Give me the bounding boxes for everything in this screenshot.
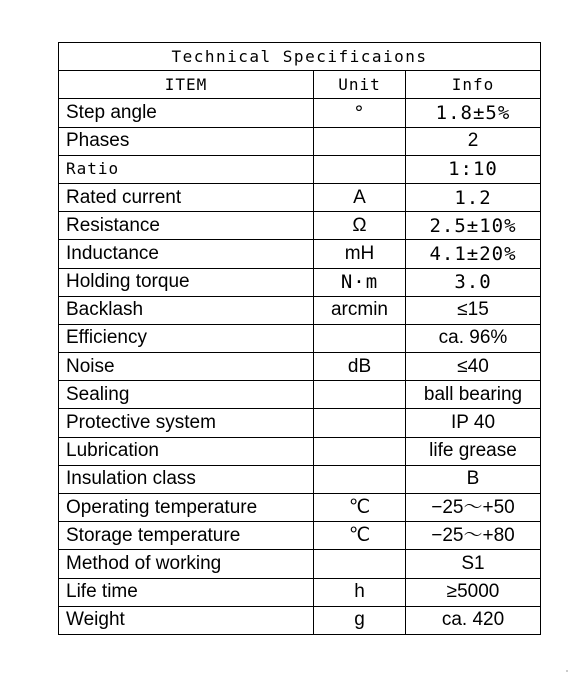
header-unit: Unit — [314, 71, 406, 99]
unit-cell — [314, 409, 406, 437]
table-row — [59, 324, 541, 352]
info-cell: 4.1±20% — [406, 240, 541, 268]
table-row — [59, 437, 541, 465]
unit-cell: Ω — [314, 212, 406, 240]
unit-cell: ℃ — [314, 522, 406, 550]
spec-table — [58, 42, 541, 635]
unit-cell: ° — [314, 99, 406, 127]
item-cell: Phases — [59, 127, 314, 155]
item-cell: Step angle — [59, 99, 314, 127]
item-cell: Ratio — [59, 155, 314, 183]
info-cell: ball bearing — [406, 381, 541, 409]
table-row — [59, 522, 541, 550]
table-row — [59, 353, 541, 381]
table-row — [59, 127, 541, 155]
info-cell: ≤15 — [406, 296, 541, 324]
item-cell: Rated current — [59, 183, 314, 211]
item-cell: Efficiency — [59, 324, 314, 352]
info-cell: 1.2 — [406, 183, 541, 211]
unit-cell — [314, 550, 406, 578]
table-row — [59, 296, 541, 324]
unit-cell: N·m — [314, 268, 406, 296]
table-row — [59, 550, 541, 578]
item-cell: Sealing — [59, 381, 314, 409]
unit-cell — [314, 465, 406, 493]
unit-cell: arcmin — [314, 296, 406, 324]
table-row — [59, 183, 541, 211]
stray-dot — [566, 670, 568, 672]
table-title: Technical Specificaions — [59, 43, 541, 71]
table-row — [59, 155, 541, 183]
item-cell: Inductance — [59, 240, 314, 268]
item-cell: Method of working — [59, 550, 314, 578]
table-row — [59, 606, 541, 634]
unit-cell: ℃ — [314, 494, 406, 522]
info-cell: life grease — [406, 437, 541, 465]
table-row — [59, 99, 541, 127]
item-cell: Holding torque — [59, 268, 314, 296]
unit-cell — [314, 437, 406, 465]
header-item: ITEM — [59, 71, 314, 99]
table-row — [59, 381, 541, 409]
info-cell: −25～+50 — [406, 494, 541, 522]
item-cell: Backlash — [59, 296, 314, 324]
table-row — [59, 409, 541, 437]
table-row — [59, 578, 541, 606]
table-row — [59, 240, 541, 268]
info-cell: ca. 96% — [406, 324, 541, 352]
unit-cell — [314, 155, 406, 183]
header-info: Info — [406, 71, 541, 99]
info-cell: 3.0 — [406, 268, 541, 296]
info-cell: S1 — [406, 550, 541, 578]
info-cell: ≥5000 — [406, 578, 541, 606]
unit-cell — [314, 324, 406, 352]
unit-cell: dB — [314, 353, 406, 381]
item-cell: Weight — [59, 606, 314, 634]
item-cell: Insulation class — [59, 465, 314, 493]
item-cell: Noise — [59, 353, 314, 381]
table-row — [59, 268, 541, 296]
table-row — [59, 465, 541, 493]
info-cell: 2 — [406, 127, 541, 155]
unit-cell — [314, 127, 406, 155]
item-cell: Lubrication — [59, 437, 314, 465]
unit-cell: g — [314, 606, 406, 634]
unit-cell: h — [314, 578, 406, 606]
info-cell: IP 40 — [406, 409, 541, 437]
info-cell: −25～+80 — [406, 522, 541, 550]
info-cell: ≤40 — [406, 353, 541, 381]
header-row — [59, 71, 541, 99]
item-cell: Operating temperature — [59, 494, 314, 522]
info-cell: 2.5±10% — [406, 212, 541, 240]
unit-cell — [314, 381, 406, 409]
info-cell: ca. 420 — [406, 606, 541, 634]
table-row — [59, 494, 541, 522]
unit-cell: mH — [314, 240, 406, 268]
info-cell: 1:10 — [406, 155, 541, 183]
item-cell: Storage temperature — [59, 522, 314, 550]
unit-cell: A — [314, 183, 406, 211]
item-cell: Protective system — [59, 409, 314, 437]
info-cell: B — [406, 465, 541, 493]
item-cell: Resistance — [59, 212, 314, 240]
item-cell: Life time — [59, 578, 314, 606]
table-row — [59, 212, 541, 240]
title-row — [59, 43, 541, 71]
info-cell: 1.8±5% — [406, 99, 541, 127]
